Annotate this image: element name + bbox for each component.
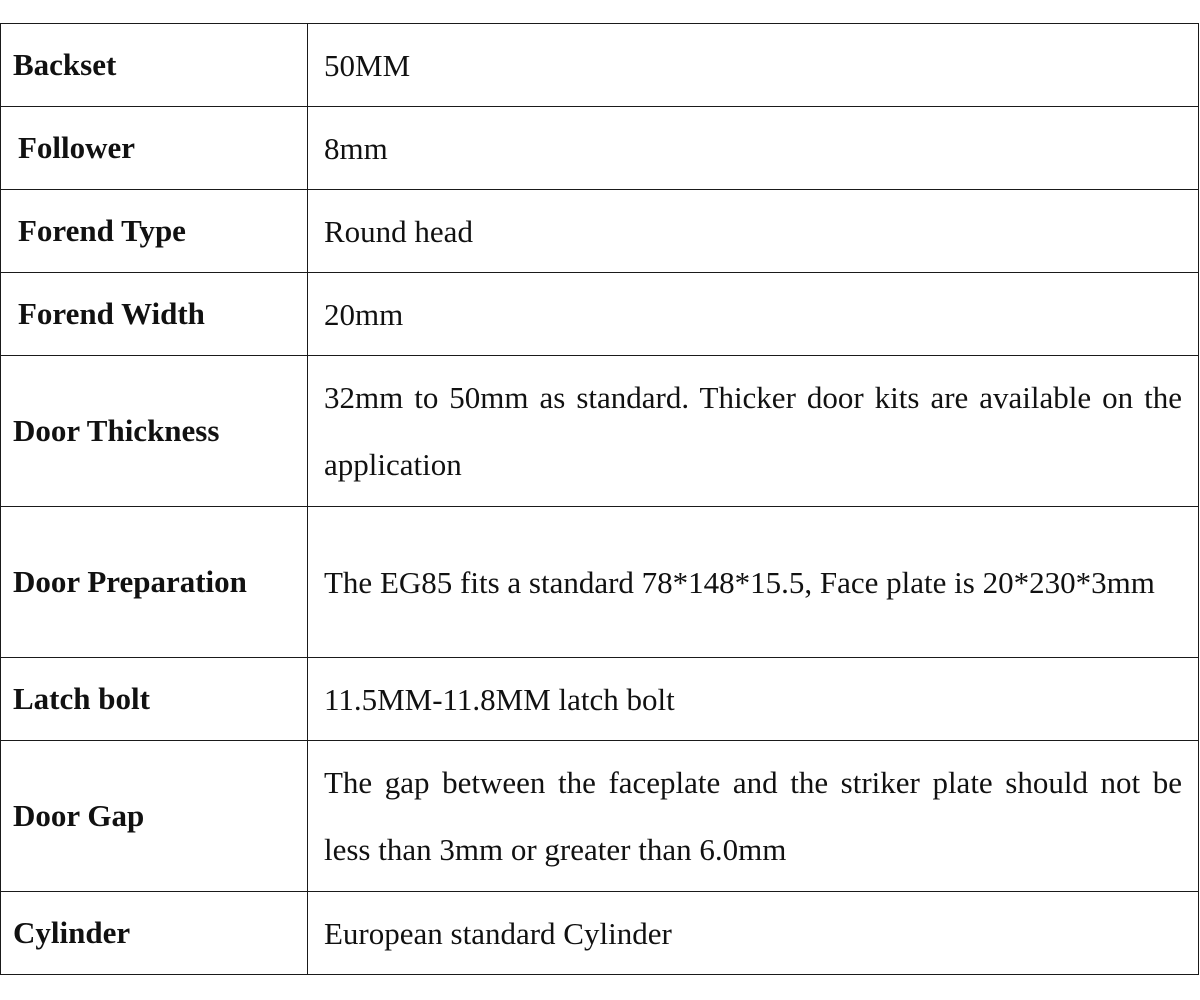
spec-row-cylinder xyxy=(1,892,1199,975)
spec-row-forend-width xyxy=(1,273,1199,356)
spec-value: European standard Cylinder xyxy=(308,892,1199,975)
spec-label: Door Gap xyxy=(1,741,308,892)
spec-row-backset xyxy=(1,24,1199,107)
spec-label: Backset xyxy=(1,24,308,107)
spec-value: The EG85 fits a standard 78*148*15.5, Face plate is 20*230*3mm xyxy=(308,507,1199,658)
spec-label: Forend Type xyxy=(1,190,308,273)
spec-label: Cylinder xyxy=(1,892,308,975)
spec-label: Door Preparation xyxy=(1,507,308,658)
spec-row-latch-bolt xyxy=(1,658,1199,741)
spec-label: Follower xyxy=(1,107,308,190)
spec-label: Latch bolt xyxy=(1,658,308,741)
spec-value: Round head xyxy=(308,190,1199,273)
spec-row-forend-type xyxy=(1,190,1199,273)
spec-label: Forend Width xyxy=(1,273,308,356)
spec-row-follower xyxy=(1,107,1199,190)
specification-table xyxy=(0,23,1199,975)
spec-row-door-thickness xyxy=(1,356,1199,507)
spec-value: 50MM xyxy=(308,24,1199,107)
spec-value: 20mm xyxy=(308,273,1199,356)
spec-value: 8mm xyxy=(308,107,1199,190)
spec-value: 11.5MM-11.8MM latch bolt xyxy=(308,658,1199,741)
spec-row-door-gap xyxy=(1,741,1199,892)
spec-label: Door Thickness xyxy=(1,356,308,507)
spec-value: 32mm to 50mm as standard. Thicker door kits are available on the application xyxy=(308,356,1199,507)
spec-value: The gap between the faceplate and the striker plate should not be less than 3mm or greater than 6.0mm xyxy=(308,741,1199,892)
spec-row-door-preparation xyxy=(1,507,1199,658)
